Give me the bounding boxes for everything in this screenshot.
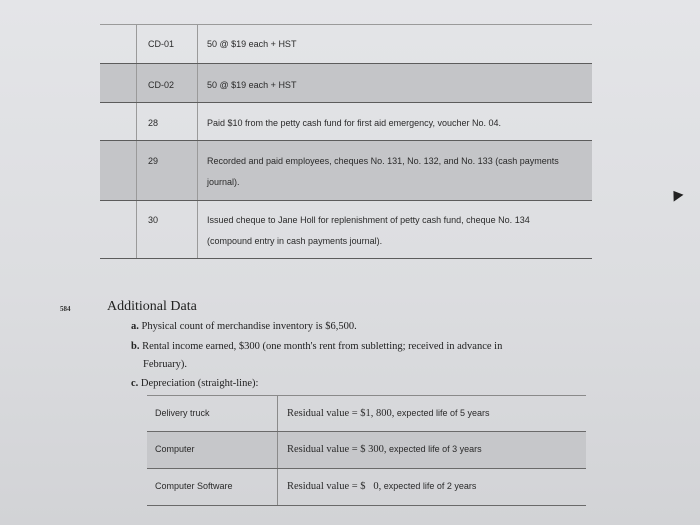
list-item: c. Depreciation (straight-line):: [131, 378, 259, 389]
asset-name: Computer Software: [155, 481, 233, 491]
transaction-description: Paid $10 from the petty cash fund for first aid emergency, voucher No. 04.: [207, 118, 501, 128]
transaction-description: Recorded and paid employees, cheques No. 131, No. 132, and No. 133 (cash payments journal).: [207, 156, 559, 187]
residual-value: Residual value = $1, 800, expected life of 5 years: [287, 408, 490, 419]
table-row: [100, 201, 592, 259]
page-number: 584: [60, 305, 71, 313]
asset-name: Computer: [155, 444, 195, 454]
asset-name: Delivery truck: [155, 408, 210, 418]
table-row: [147, 395, 586, 432]
depreciation-table: [147, 395, 586, 506]
table-row: [100, 141, 592, 201]
table-row: [100, 24, 592, 64]
transactions-table: [100, 24, 592, 259]
list-item: a. Physical count of merchandise inventory is $6,500.: [131, 321, 357, 332]
table-row: [147, 469, 586, 506]
transaction-date: CD-02: [148, 80, 175, 90]
transaction-date: 28: [148, 118, 159, 128]
list-item: b. Rental income earned, $300 (one month's rent from subletting; received in advance in February).: [131, 341, 503, 370]
additional-data-heading: Additional Data: [107, 299, 197, 314]
table-row: [100, 103, 592, 141]
transaction-date: CD-01: [148, 39, 175, 49]
transaction-description: 50 @ $19 each + HST: [207, 80, 297, 90]
transaction-date: 30: [148, 215, 159, 225]
residual-value: Residual value = $ 300, expected life of 3 years: [287, 444, 482, 455]
transaction-description: 50 @ $19 each + HST: [207, 39, 297, 49]
table-row: [147, 432, 586, 469]
mouse-cursor-icon: [669, 187, 684, 201]
transaction-date: 29: [148, 156, 159, 166]
transaction-description: Issued cheque to Jane Holl for replenishment of petty cash fund, cheque No. 134 (compound entry in cash payments journal).: [207, 215, 530, 246]
residual-value: Residual value = $ 0, expected life of 2 years: [287, 481, 477, 492]
table-row: [100, 64, 592, 103]
